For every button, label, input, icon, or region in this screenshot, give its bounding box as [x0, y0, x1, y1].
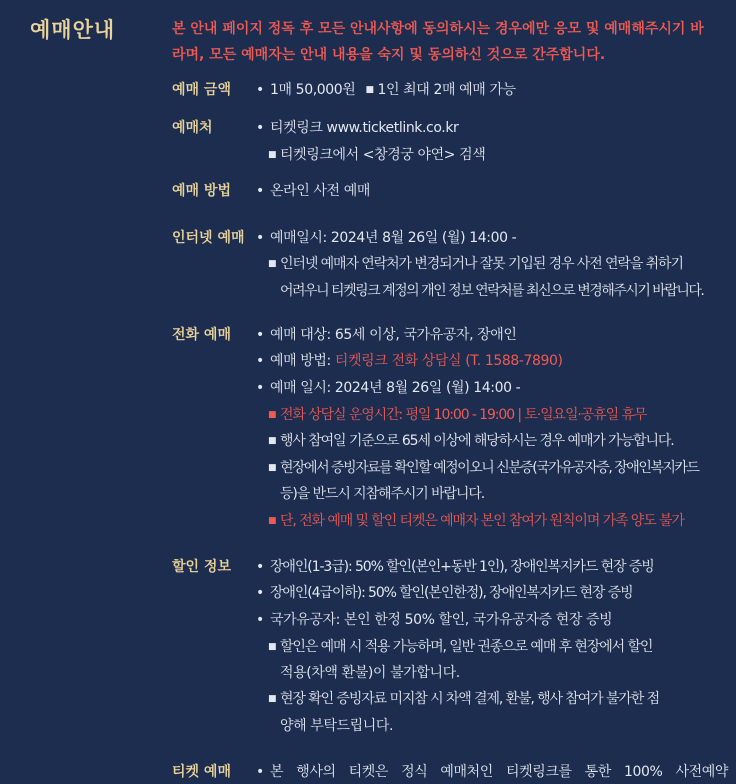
phone-label: 전화 예매: [172, 327, 231, 343]
discount-item-2-line: [256, 583, 728, 603]
vendor-site-line: [256, 118, 728, 138]
internet-note-1: 인터넷 예매자 연락처가 변경되거나 잘못 기입된 경우 사전 연락을 취하기: [280, 256, 683, 272]
phone-date: 예매 일시: 2024년 8월 26일 (월) 14:00 -: [270, 380, 521, 396]
bullet-dot-icon: •: [256, 353, 264, 369]
square-bullet-icon: ■: [268, 410, 276, 420]
page-title: 예매안내: [30, 17, 116, 42]
notice-text: 본 안내 페이지 정독 후 모든 안내사항에 동의하시는 경우에만 응모 및 예매해주시기 바라며, 모든 예매자는 안내 내용을 숙지 및 동의하신 것으로 간주합니다.: [172, 21, 704, 63]
vendor-search-line: [268, 145, 736, 165]
square-bullet-icon: ■: [268, 642, 276, 652]
price-label: 예매 금액: [172, 82, 231, 98]
square-bullet-icon: ■: [365, 85, 374, 95]
phone-target-line: [256, 325, 728, 345]
square-bullet-icon: ■: [268, 150, 277, 160]
phone-age-note: 행사 참여일 기준으로 65세 이상에 해당하시는 경우 예매가 가능합니다.: [280, 433, 674, 449]
discount-note-1-line: [268, 637, 736, 657]
bullet-dot-icon: •: [256, 585, 264, 601]
phone-method-value: 티켓링크 전화 상담실 (T. 1588-7890): [334, 353, 563, 369]
square-bullet-icon: ■: [268, 694, 276, 704]
bullet-dot-icon: •: [256, 380, 264, 396]
phone-transfer: 단, 전화 예매 및 할인 티켓은 예매자 본인 참여가 원칙이며 가족 양도 불가: [280, 513, 684, 529]
phone-date-line: [256, 378, 728, 398]
internet-note-cont: 어려우니 티켓링크 계정의 개인 정보 연락처를 최신으로 변경해주시기 바랍니다.: [280, 283, 704, 299]
bullet-dot-icon: •: [256, 183, 264, 199]
ticket-line: [256, 762, 728, 782]
discount-note-1-cont: 적용(차액 환불)이 불가합니다.: [280, 665, 460, 681]
discount-item-3: 국가유공자: 본인 한정 50% 할인, 국가유공자증 현장 증빙: [270, 612, 613, 628]
phone-target: 예매 대상: 65세 이상, 국가유공자, 장애인: [270, 327, 517, 343]
discount-item-1: 장애인(1-3급): 50% 할인(본인+동반 1인), 장애인복지카드 현장 증빙: [270, 559, 654, 575]
bullet-dot-icon: •: [256, 612, 264, 628]
phone-hours: 전화 상담실 운영시간: 평일 10:00 - 19:00 | 토·일요일·공휴일 휴무: [280, 407, 647, 423]
phone-id-1: 현장에서 증빙자료를 확인할 예정이오니 신분증(국가유공자증, 장애인복지카드: [280, 460, 699, 476]
bullet-dot-icon: •: [256, 230, 264, 246]
discount-note-1: 할인은 예매 시 적용 가능하며, 일반 권종으로 예매 후 현장에서 할인: [280, 639, 653, 655]
vendor-search-tip: 티켓링크에서 <창경궁 야연> 검색: [280, 147, 486, 163]
phone-transfer-line: [268, 511, 736, 531]
price-amount: 1매 50,000원: [270, 82, 356, 98]
method-line: [256, 181, 728, 201]
phone-id-cont: 등)을 반드시 지참해주시기 바랍니다.: [280, 486, 485, 502]
square-bullet-icon: ■: [268, 516, 276, 526]
discount-note-2: 현장 확인 증빙자료 미지참 시 차액 결제, 환불, 행사 참여가 불가한 점: [280, 691, 659, 707]
bullet-dot-icon: •: [256, 82, 264, 98]
phone-hours-line: [268, 405, 736, 425]
discount-label: 할인 정보: [172, 559, 231, 575]
phone-id-line: [268, 458, 736, 478]
price-line: [256, 80, 728, 100]
price-limit: 1인 최대 2매 예매 가능: [377, 82, 516, 98]
method-label: 예매 방법: [172, 183, 231, 199]
discount-item-1-line: [256, 557, 728, 577]
discount-note-2-cont: 양해 부탁드립니다.: [280, 718, 394, 734]
square-bullet-icon: ■: [268, 463, 276, 473]
vendor-site[interactable]: 티켓링크 www.ticketlink.co.kr: [270, 120, 459, 136]
internet-note-line: [268, 254, 736, 274]
bullet-dot-icon: •: [256, 764, 264, 780]
discount-note-2-line: [268, 689, 736, 709]
phone-method-line: [256, 351, 728, 371]
discount-item-3-line: [256, 610, 728, 630]
discount-item-2: 장애인(4급이하): 50% 할인(본인한정), 장애인복지카드 현장 증빙: [270, 585, 633, 601]
square-bullet-icon: ■: [268, 259, 276, 269]
internet-date-line: [256, 228, 728, 248]
ticket-label: 티켓 예매: [172, 764, 231, 780]
internet-date: 예매일시: 2024년 8월 26일 (월) 14:00 -: [270, 230, 517, 246]
phone-method-prefix: 예매 방법:: [270, 353, 335, 369]
phone-age-line: [268, 431, 736, 451]
vendor-label: 예매처: [172, 120, 213, 136]
bullet-dot-icon: •: [256, 559, 264, 575]
ticket-text: 본 행사의 티켓은 정식 예매처인 티켓링크를 통한 100% 사전예약: [270, 764, 728, 780]
square-bullet-icon: ■: [268, 436, 276, 446]
bullet-dot-icon: •: [256, 327, 264, 343]
bullet-dot-icon: •: [256, 120, 264, 136]
method-value: 온라인 사전 예매: [270, 183, 370, 199]
internet-label: 인터넷 예매: [172, 230, 245, 246]
